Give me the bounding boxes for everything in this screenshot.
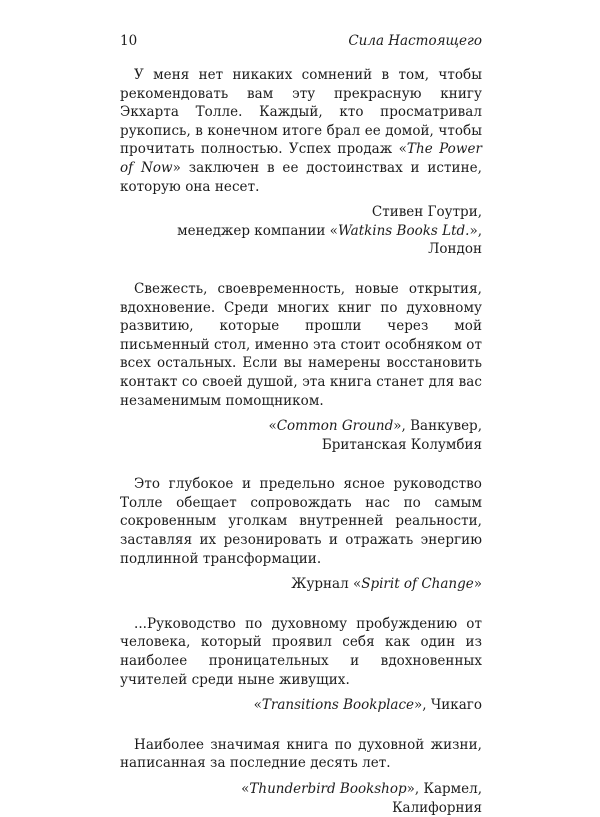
running-title: Сила Настоящего (348, 33, 482, 49)
review-blurb (120, 615, 482, 715)
page-header (120, 32, 482, 50)
review-blurb (120, 475, 482, 594)
review-text: Это глубокое и предельно ясное руководство Толле обещает сопровождать нас по самым сокровенным уголкам внутренней реальности, заставляя их резонировать и отражать энергию подлинной трансформации. (120, 476, 482, 567)
review-attribution-location: Британская Колумбия (321, 436, 482, 453)
review-text: У меня нет никаких сомнений в том, чтобы рекомендовать вам эту прекрасную книгу Экхарта Толле. Каждый, кто просматривал рукопись, в конечном итоге брал ее домой, чтобы прочитать полностью. Успех продаж «The Power of Now» заключен в ее достоинствах и истине, которую она несет. (120, 67, 483, 195)
review-attribution-name: Стивен Гоутри, (371, 204, 482, 221)
page-number: 10 (120, 33, 138, 49)
review-attribution-source: «Common Ground», Ванкувер, (268, 418, 482, 435)
review-attribution-location: Калифорния (392, 799, 482, 816)
review-blurb (120, 280, 482, 454)
book-page (120, 32, 482, 817)
review-attribution-source: «Transitions Bookplace», Чикаго (253, 697, 482, 714)
review-text: ...Руководство по духовному пробуждению от человека, который проявил себя как один из наиболее проницательных и вдохновенных учителей среди ныне живущих. (120, 615, 482, 688)
review-blurb (120, 66, 482, 259)
review-text: Свежесть, своевременность, новые открытия, вдохновение. Среди многих книг по духовному развитию, которые прошли через мой письменный стол, именно эта стоит особняком от всех остальных. Если вы намерены восстановить контакт со своей душой, эта книга станет для вас незаменимым помощником. (120, 280, 482, 409)
review-blurb (120, 736, 482, 817)
review-attribution-source: менеджер компании «Watkins Books Ltd.», Лондон (177, 222, 482, 258)
review-attribution-source: «Thunderbird Bookshop», Кармел, (241, 781, 482, 797)
book-title-mention: The Power of Now (120, 141, 482, 176)
review-text: Наиболее значимая книга по духовной жизни, написанная за последние десять лет. (120, 736, 482, 772)
review-attribution-source: Журнал «Spirit of Change» (291, 576, 482, 593)
